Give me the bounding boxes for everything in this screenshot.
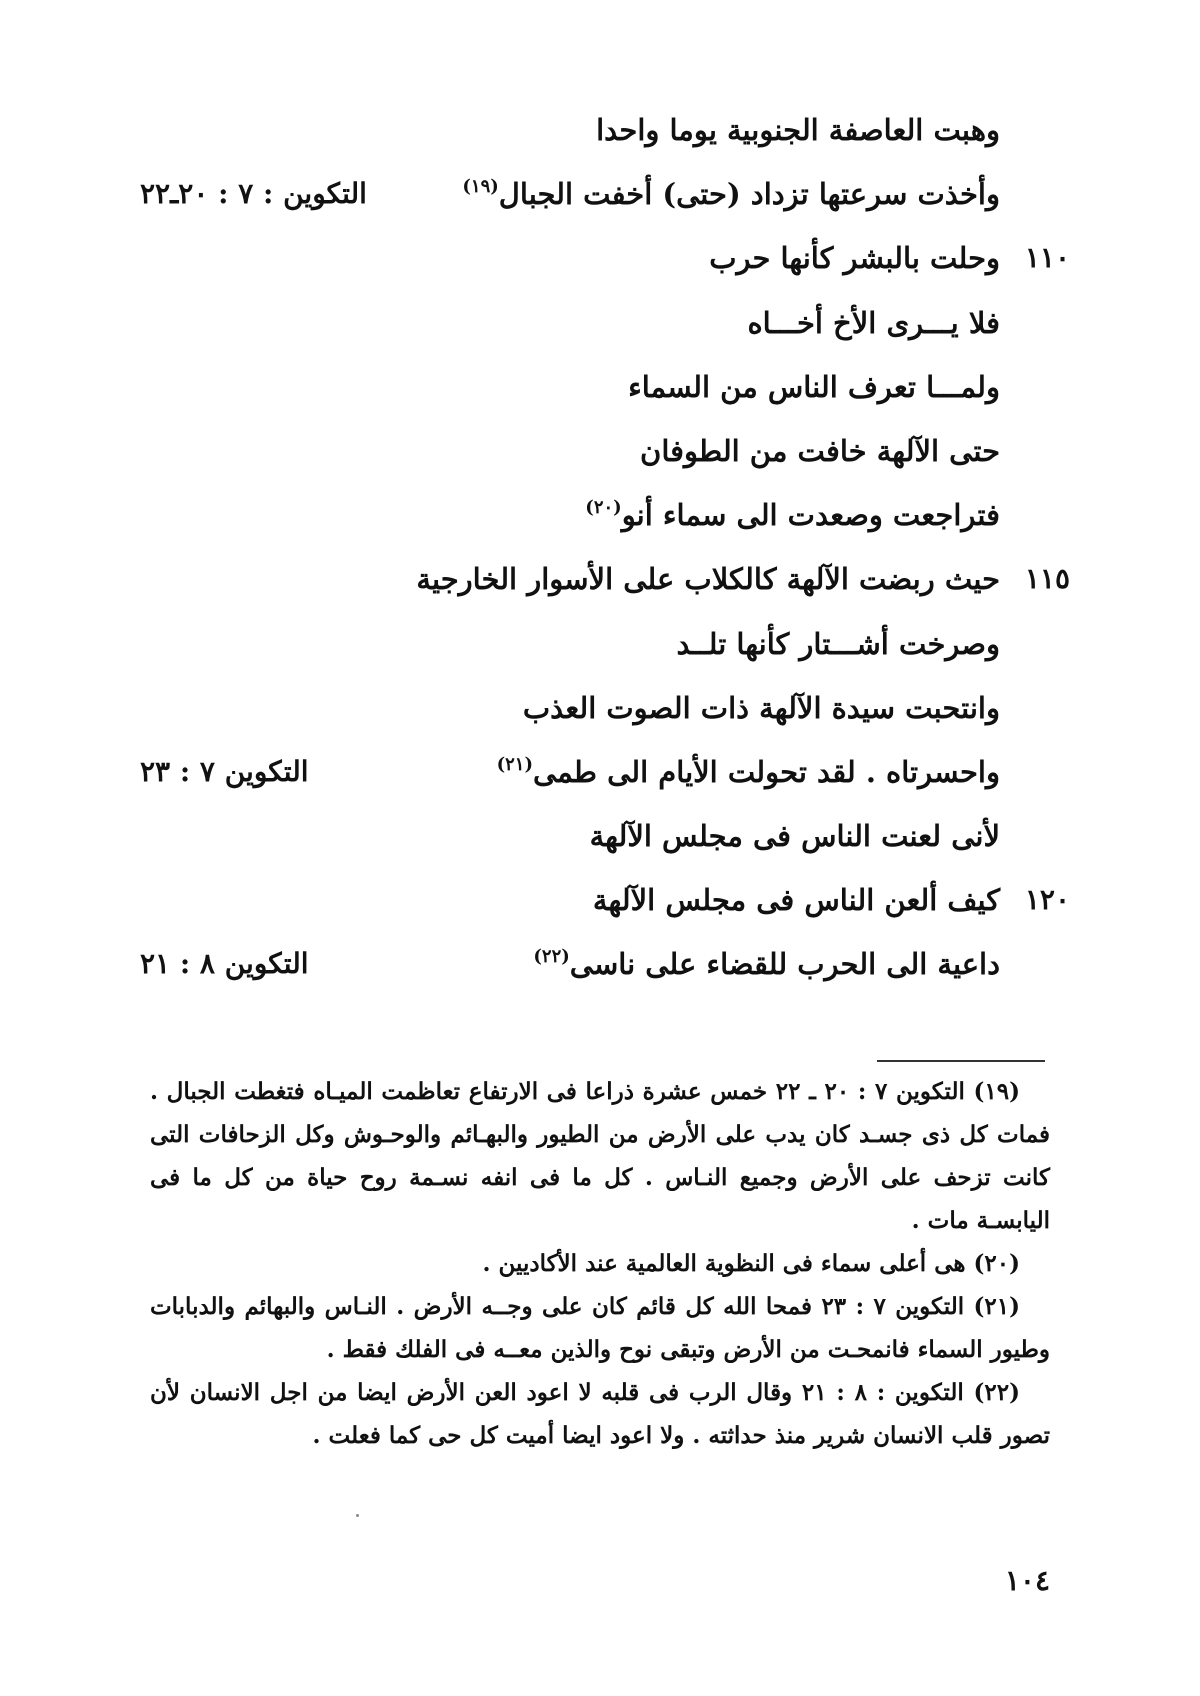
verse-text: داعية الى الحرب للقضاء على ناسى$^{(٢٢)}$	[533, 946, 1000, 982]
footnote: (٢٠) هى أعلى سماء فى النظوية العالمية عند الأكاديين .	[482, 1250, 1020, 1277]
footnote: (٢٢) التكوين : ٨ : ٢١ وقال الرب فى قلبه لا اعود العن الأرض ايضا من اجل الانسان لأن تصور قلب الانسان شرير منذ حداثته . ولا اعود ايضا أميت كل حى كما فعلت .	[150, 1379, 1050, 1449]
verse-text: واحسرتاه . لقد تحولت الأيام الى طمى$^{(٢١)}$	[496, 753, 1000, 789]
verse-line	[140, 612, 1060, 676]
verse-text: فتراجعت وصعدت الى سماء أنو$^{(٢٠)}$	[585, 497, 1000, 533]
verse-reference: التكوين ٨ : ٢١	[140, 947, 309, 981]
verse-text: وأخذت سرعتها تزداد (حتى) أخفت الجبال$^{(١٩)}$	[462, 176, 1000, 212]
verse-text: فلا يـــرى الأخ أخـــاه	[747, 305, 1000, 340]
verse-text: كيف ألعن الناس فى مجلس الآلهة	[592, 883, 1000, 918]
verse-line	[140, 868, 1070, 932]
footnote-divider	[877, 1060, 1045, 1062]
verse-line	[140, 226, 1070, 290]
verse-number: ١١٠	[1024, 241, 1070, 275]
footnote: (٢١) التكوين ٧ : ٢٣ فمحا الله كل قائم كان على وجــه الأرض . النـاس والبهائم والدبابات وطيور السماء فانمحـت من الأرض وتبقى نوح والذين معــه فى الفلك فقط .	[150, 1293, 1050, 1363]
verse-reference: التكوين ٧ : ٢٣	[140, 754, 309, 788]
verse-text: وحلت بالبشر كأنها حرب	[709, 241, 1000, 276]
verse-line	[140, 483, 1060, 547]
page-number: ١٠٤	[1004, 1564, 1050, 1597]
footnote: (١٩) التكوين ٧ : ٢٠ ـ ٢٢ خمس عشرة ذراعا فى الارتفاع تعاظمت الميـاه فتغطت الجبال . فمات كل ذى جسـد كان يدب على الأرض من الطيور والبهـائم والوحـوش وكل الزحافات التى كانت تزحف على الأرض وجميع النـاس . كل ما فى انفه نسـمة روح حياة من كل ما فى اليابسـة مات .	[150, 1078, 1050, 1234]
footnote-marker: (٢٢)	[533, 946, 570, 968]
verse-line	[140, 740, 1060, 804]
verse-line	[140, 932, 1060, 996]
footnote-marker: (٢٠)	[585, 497, 622, 519]
footnote-marker: (٢١)	[496, 753, 533, 775]
verse-line	[140, 419, 1060, 483]
verse-text: حيث ربضت الآلهة كالكلاب على الأسوار الخارجية	[416, 562, 1000, 597]
verse-line	[140, 355, 1060, 419]
verse-text: ولمـــا تعرف الناس من السماء	[628, 369, 1000, 404]
poem-verses	[140, 98, 1070, 997]
verse-line	[140, 547, 1070, 611]
verse-number: ١٢٠	[1024, 883, 1070, 917]
verse-text: وهبت العاصفة الجنوبية يوما واحدا	[596, 113, 1000, 147]
scan-speck	[356, 1514, 359, 1517]
verse-line	[140, 676, 1060, 740]
verse-text: وصرخت أشـــتار كأنها تلــد	[676, 626, 1000, 661]
verse-text: وانتحبت سيدة الآلهة ذات الصوت العذب	[522, 690, 1000, 725]
verse-line	[140, 291, 1060, 355]
footnotes	[150, 1070, 1050, 1457]
verse-number: ١١٥	[1024, 562, 1070, 596]
verse-text: لأنى لعنت الناس فى مجلس الآلهة	[589, 819, 1000, 854]
verse-reference: التكوين : ٧ : ٢٠ـ٢٢	[140, 177, 367, 211]
verse-line	[140, 804, 1060, 868]
footnote-marker: (١٩)	[462, 176, 499, 198]
verse-line	[140, 162, 1060, 226]
verse-text: حتى الآلهة خافت من الطوفان	[640, 433, 1000, 468]
verse-line	[140, 98, 1060, 162]
